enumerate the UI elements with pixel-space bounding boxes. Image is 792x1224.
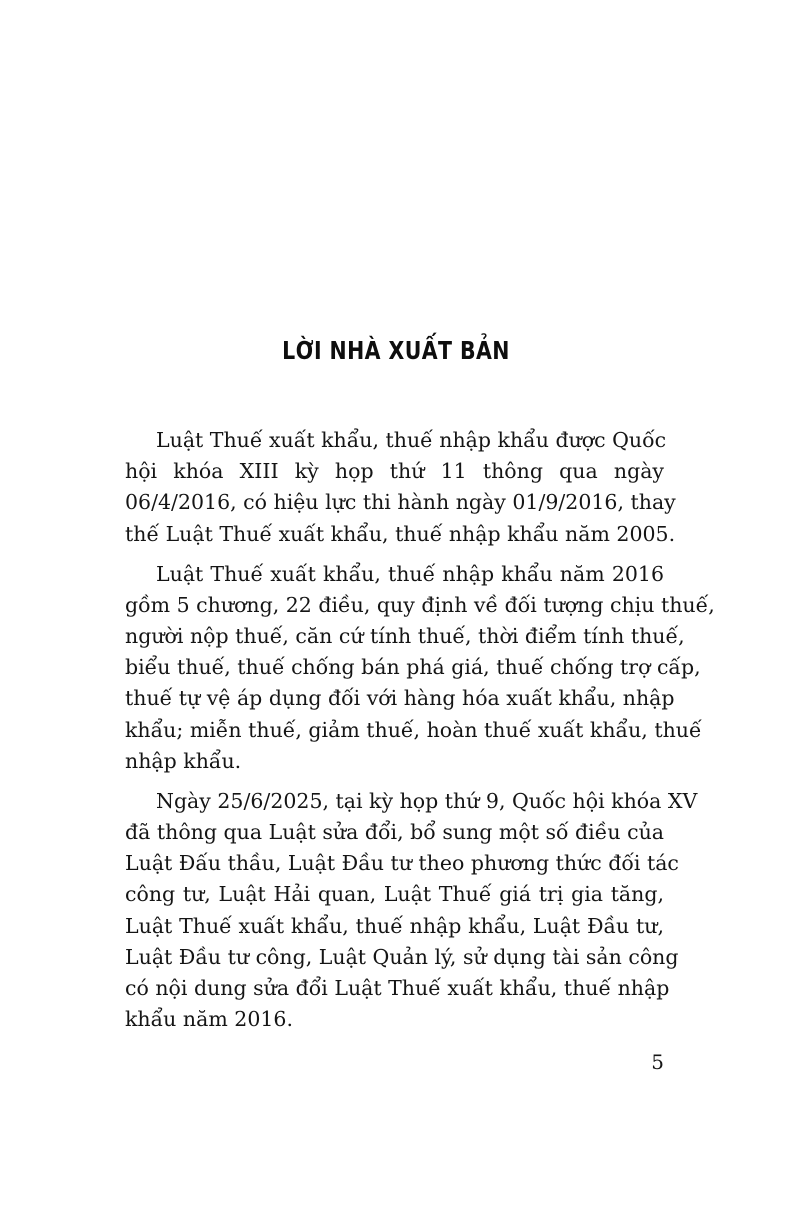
text-line: Luật Đầu tư công, Luật Quản lý, sử dụng tài sản công: [125, 944, 679, 969]
text-line: biểu thuế, thuế chống bán phá giá, thuế chống trợ cấp,: [125, 655, 701, 680]
text-line: gồm 5 chương, 22 điều, quy định về đối tượng chịu thuế,: [125, 592, 715, 617]
text-line: Luật Thuế xuất khẩu, thuế nhập khẩu được Quốc: [156, 428, 667, 452]
text-line: thuế tự vệ áp dụng đối với hàng hóa xuất khẩu, nhập: [125, 686, 675, 711]
text-line: có nội dung sửa đổi Luật Thuế xuất khẩu, thuế nhập: [125, 976, 670, 1001]
text-line: nhập khẩu.: [125, 748, 242, 773]
text-line: đã thông qua Luật sửa đổi, bổ sung một số điều của: [125, 820, 664, 845]
body-text: [125, 425, 715, 1044]
text-line: công tư, Luật Hải quan, Luật Thuế giá trị gia tăng,: [125, 882, 664, 907]
text-line: thế Luật Thuế xuất khẩu, thuế nhập khẩu năm 2005.: [125, 521, 676, 546]
paragraph-3: [125, 786, 698, 1036]
text-line: hội khóa XIII kỳ họp thứ 11 thông qua ngày: [125, 459, 664, 484]
text-line: người nộp thuế, căn cứ tính thuế, thời điểm tính thuế,: [125, 624, 685, 649]
text-line: Luật Đấu thầu, Luật Đầu tư theo phương thức đối tác: [125, 851, 679, 876]
paragraph-1: [125, 425, 676, 550]
page-number: 5: [651, 1050, 664, 1074]
text-line: khẩu; miễn thuế, giảm thuế, hoàn thuế xuất khẩu, thuế: [125, 717, 702, 742]
text-line: Ngày 25/6/2025, tại kỳ họp thứ 9, Quốc hội khóa XV: [156, 788, 698, 813]
text-line: 06/4/2016, có hiệu lực thi hành ngày 01/9/2016, thay: [125, 490, 676, 515]
text-line: khẩu năm 2016.: [125, 1007, 293, 1032]
text-line: Luật Thuế xuất khẩu, thuế nhập khẩu, Luật Đầu tư,: [125, 913, 664, 938]
page-title: LỜI NHÀ XUẤT BẢN: [282, 336, 510, 365]
paragraph-2: [125, 559, 715, 777]
text-line: Luật Thuế xuất khẩu, thuế nhập khẩu năm 2016: [156, 561, 664, 586]
